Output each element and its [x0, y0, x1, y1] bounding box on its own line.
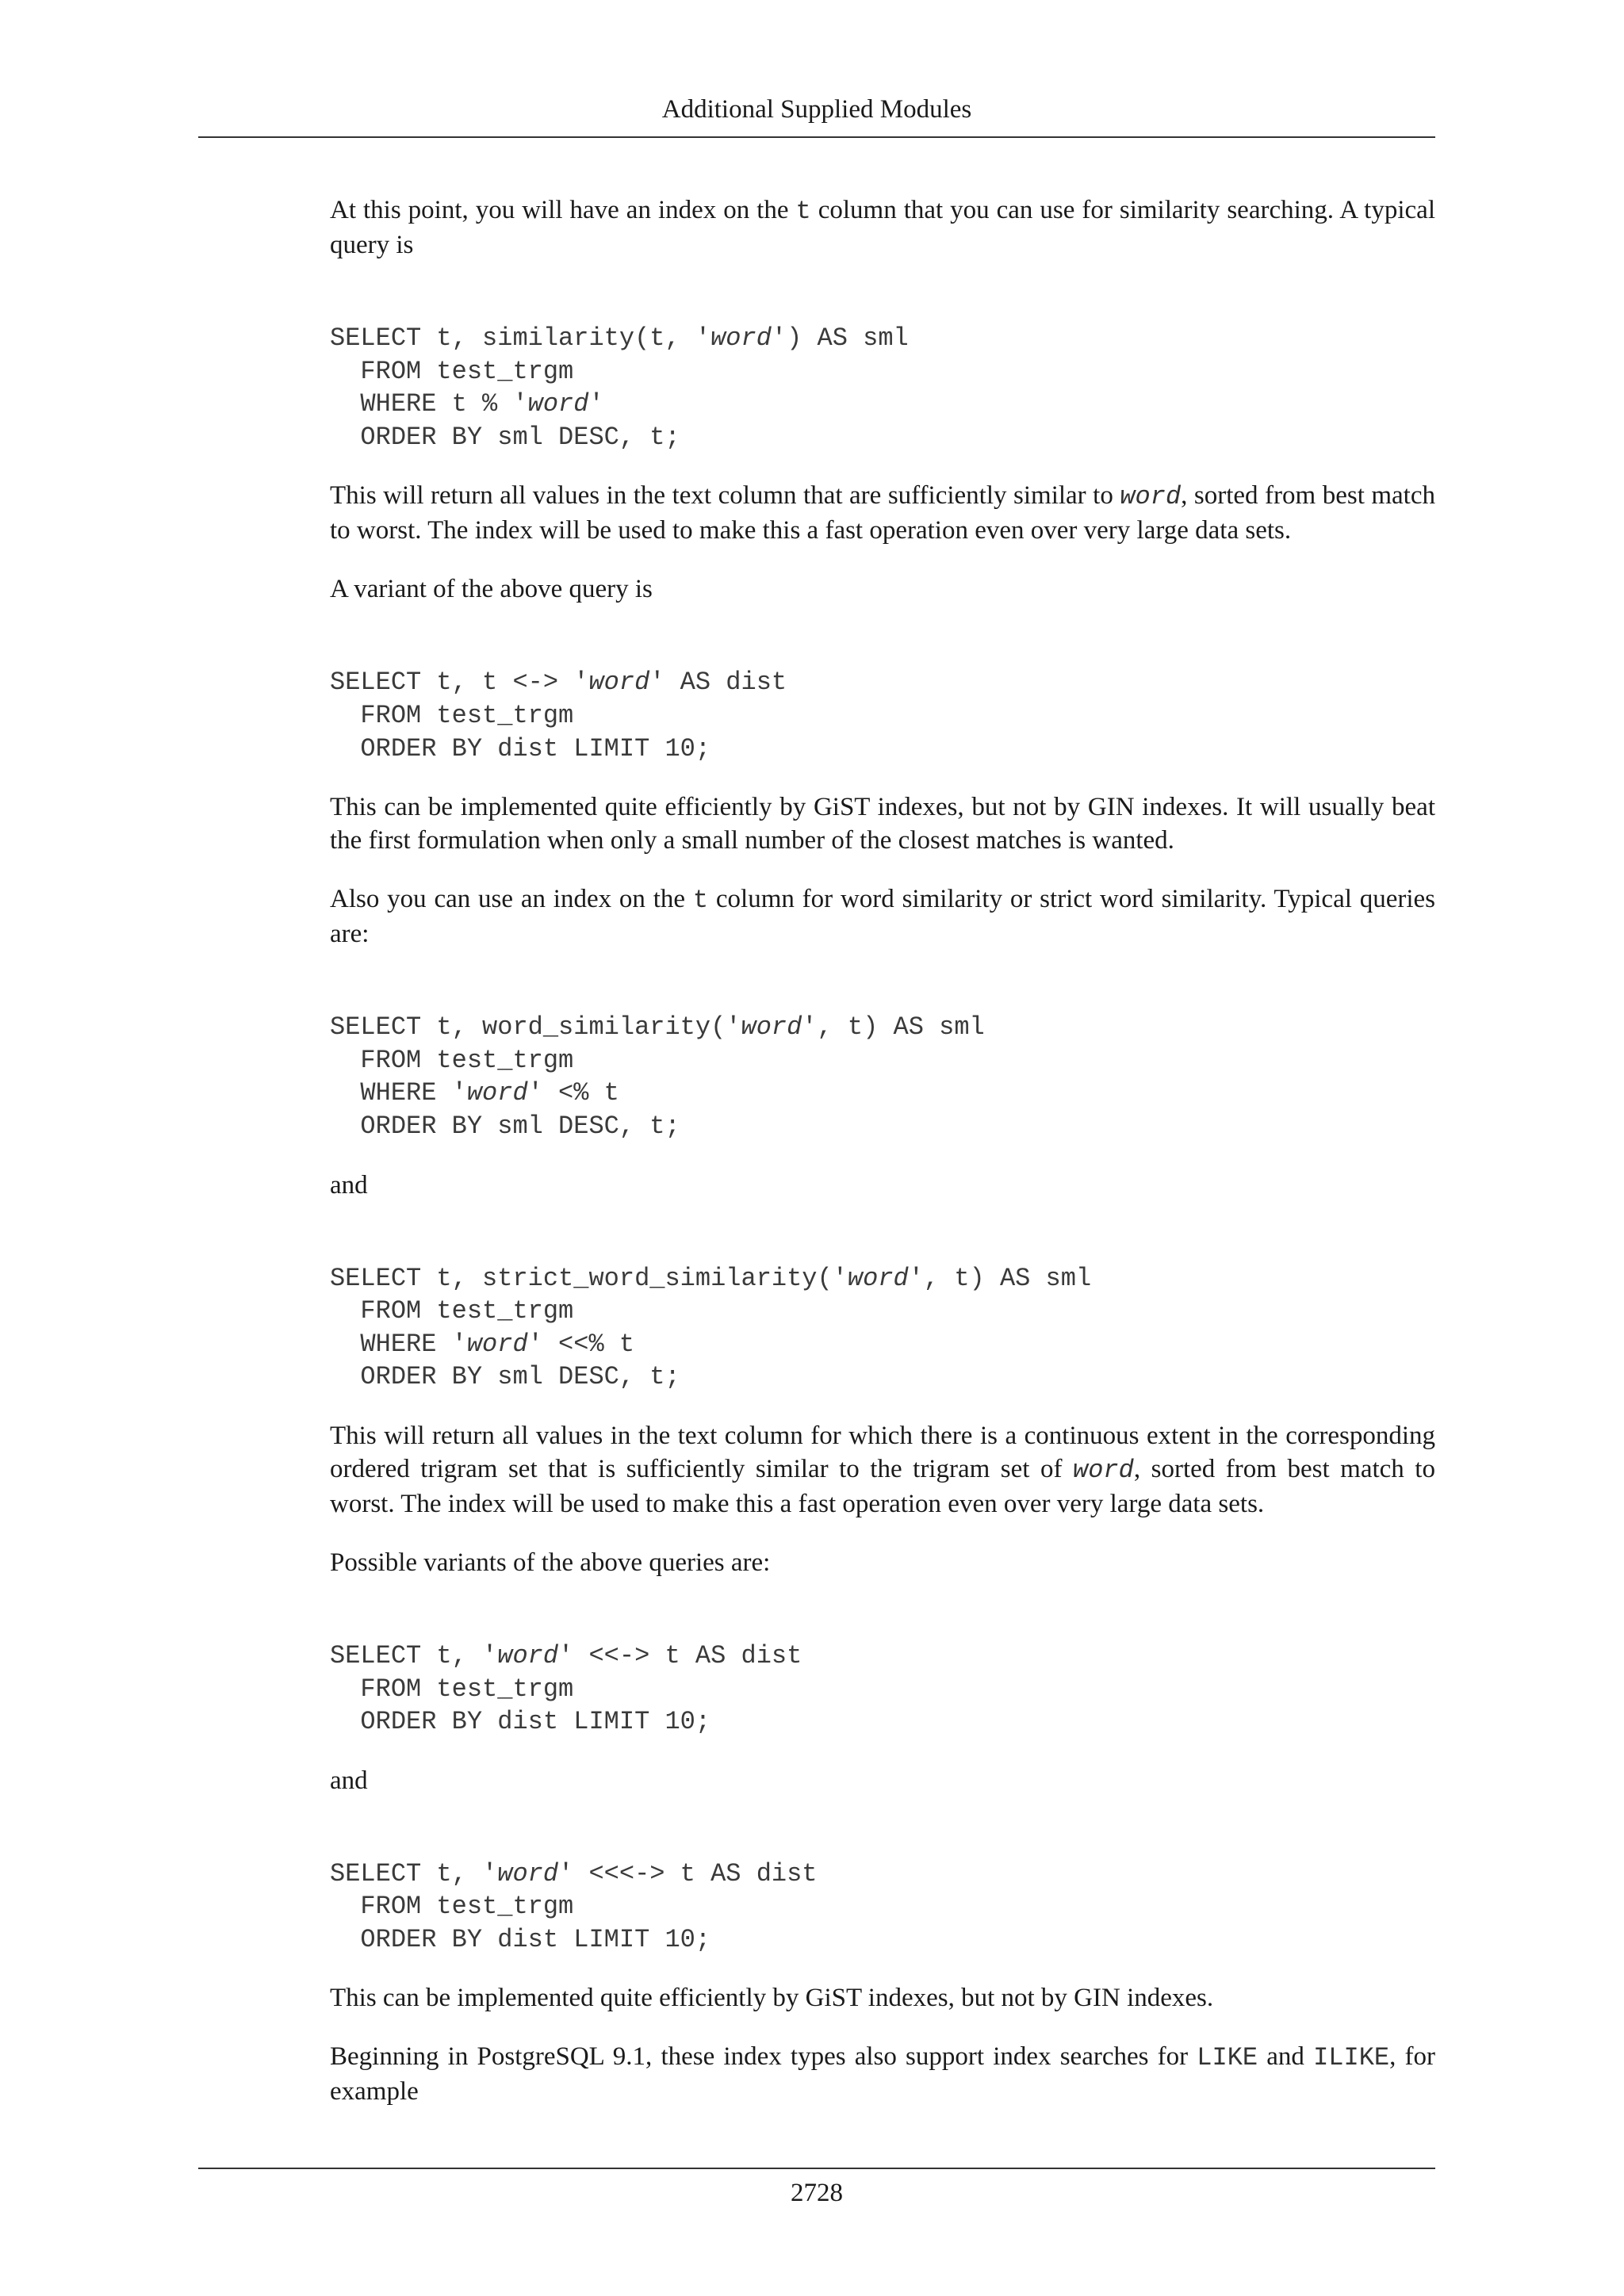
paragraph-variant-intro: A variant of the above query is — [330, 575, 653, 604]
page-content — [330, 193, 1435, 2108]
page-number: 2728 — [791, 2179, 843, 2207]
paragraph-and: and — [330, 1766, 368, 1795]
paragraph-gist-note-2: This can be implemented quite efficiently by GiST indexes, but not by GIN indexes. — [330, 1984, 1214, 2013]
code-block-strict-word-distance-query: SELECT t, 'word' <<<-> t AS dist FROM test_trgm ORDER BY dist LIMIT 10; — [330, 1858, 818, 1954]
paragraph-index-intro: At this point, you will have an index on the t column that you can use for similarity searching. A typical query is — [330, 196, 1435, 259]
code-block-similarity-query: SELECT t, similarity(t, 'word') AS sml FROM test_trgm WHERE t % 'word' ORDER BY sml DESC, t; — [330, 323, 909, 452]
inline-code: LIKE — [1197, 2043, 1258, 2073]
paragraph-strict-result: This will return all values in the text column for which there is a continuous extent in the corresponding ordered trigram set that is sufficiently similar to the trigram set of word, sorted from best match to worst. The index will be used to make this a fast operation even over very large data sets. — [330, 1421, 1435, 1518]
code-block-word-distance-query: SELECT t, 'word' <<-> t AS dist FROM test_trgm ORDER BY dist LIMIT 10; — [330, 1640, 802, 1737]
inline-code: t — [692, 886, 709, 916]
paragraph-similarity-result: This will return all values in the text column that are sufficiently similar to word, sorted from best match to worst. The index will be used to make this a fast operation even over very large data sets. — [330, 481, 1435, 545]
paragraph-and: and — [330, 1170, 368, 1200]
paragraph-variants-intro: Possible variants of the above queries are: — [330, 1548, 771, 1577]
inline-code: t — [795, 197, 811, 226]
code-block-distance-query: SELECT t, t <-> 'word' AS dist FROM test_trgm ORDER BY dist LIMIT 10; — [330, 668, 787, 763]
inline-code: ILIKE — [1313, 2043, 1390, 2073]
code-block-strict-word-similarity-query: SELECT t, strict_word_similarity('word', t) AS sml FROM test_trgm WHERE 'word' <<% t ORDER BY sml DESC, t; — [330, 1263, 1092, 1392]
code-block-word-similarity-query: SELECT t, word_similarity('word', t) AS sml FROM test_trgm WHERE 'word' <% t ORDER BY sml DESC, t; — [330, 1012, 985, 1141]
paragraph-word-similarity-intro: Also you can use an index on the t column for word similarity or strict word similarity. Typical queries are: — [330, 885, 1435, 949]
footer-rule — [198, 2168, 1435, 2169]
paragraph-like-support: Beginning in PostgreSQL 9.1, these index types also support index searches for LIKE and ILIKE, for example — [330, 2042, 1435, 2107]
paragraph-gist-note: This can be implemented quite efficiently by GiST indexes, but not by GIN indexes. It will usually beat the first formulation when only a small number of the closest matches is wanted. — [330, 793, 1435, 855]
inline-code-italic: word — [1073, 1455, 1134, 1485]
inline-code-italic: word — [1120, 482, 1182, 512]
header-rule — [198, 136, 1435, 138]
running-header: Additional Supplied Modules — [661, 95, 972, 124]
